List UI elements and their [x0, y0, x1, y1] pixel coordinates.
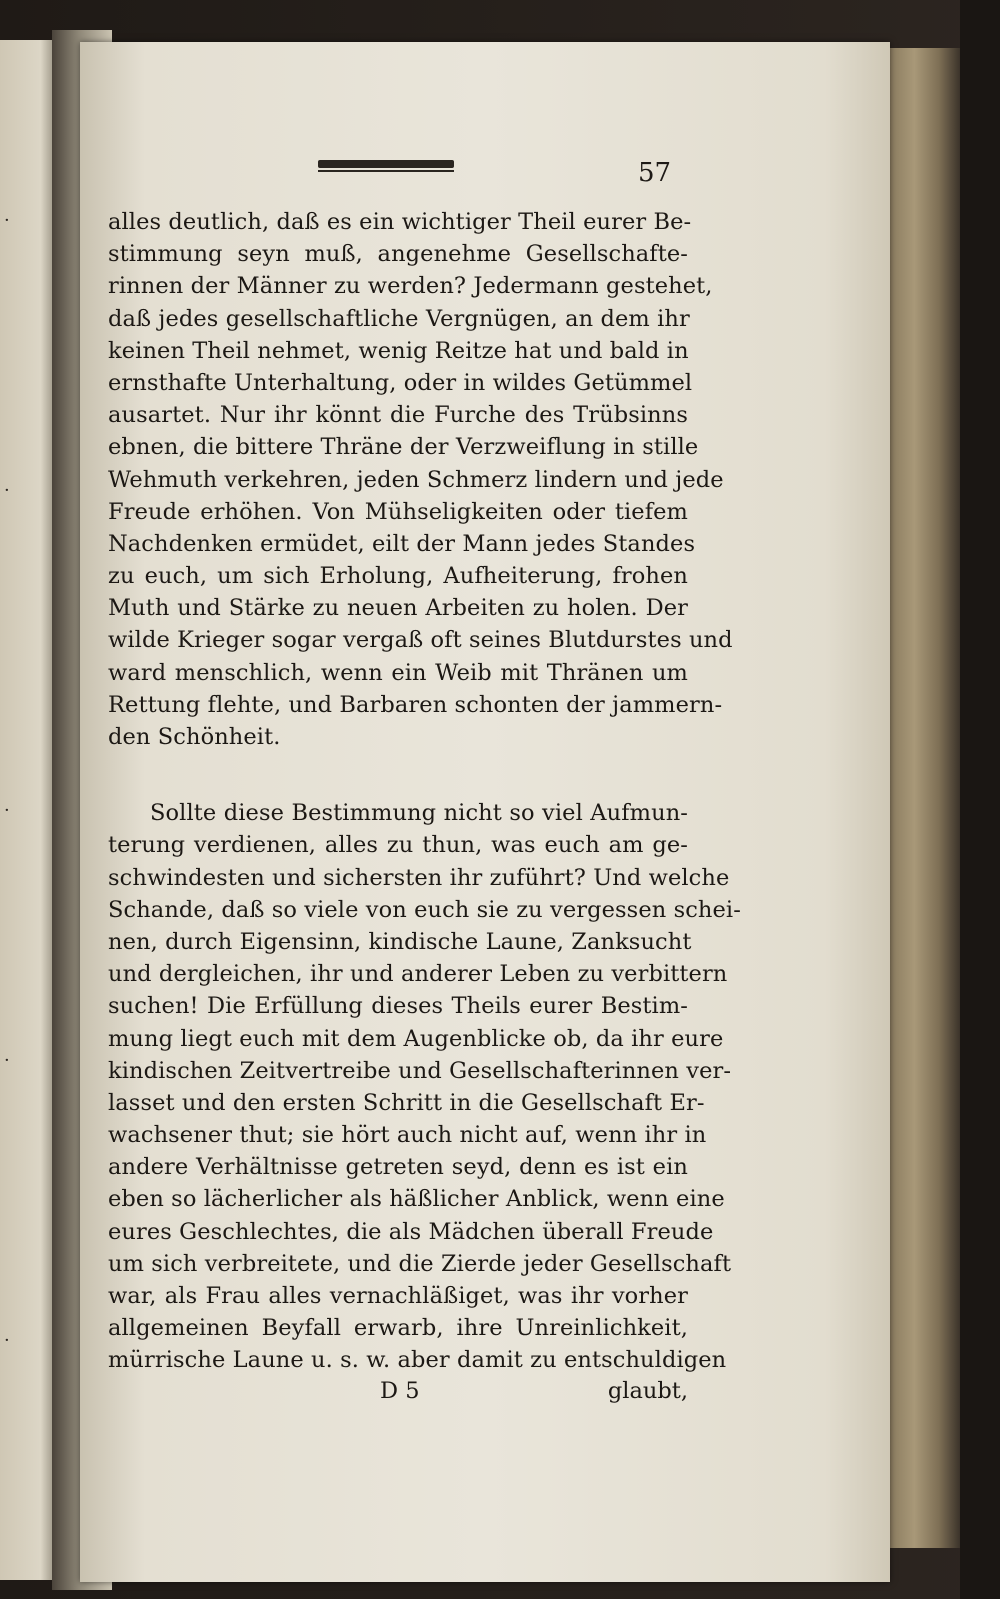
- paragraph: [108, 206, 733, 753]
- text-line: keinen Theil nehmet, wenig Reitze hat und bald in: [108, 337, 689, 364]
- header-rule: [318, 160, 454, 168]
- margin-mark: ·: [4, 1330, 10, 1351]
- body-text: [108, 206, 741, 1377]
- paragraph: [108, 797, 741, 1376]
- text-line: lasset und den ersten Schritt in die Gesellschaft Er-: [108, 1089, 705, 1116]
- text-line: schwindesten und sichersten ihr zuführt? Und welche: [108, 864, 730, 891]
- text-line: war, als Frau alles vernachläßiget, was ihr vorher: [108, 1283, 688, 1309]
- text-line: andere Verhältnisse getreten seyd, denn es ist ein: [108, 1154, 688, 1181]
- margin-mark: ·: [4, 480, 10, 501]
- page-number: 57: [638, 158, 672, 188]
- text-line: stimmung seyn muß, angenehme Gesellschafte-: [108, 241, 688, 268]
- margin-mark: ·: [4, 800, 10, 821]
- text-line: um sich verbreitete, und die Zierde jeder Gesellschaft: [108, 1250, 732, 1277]
- paragraph-gap: [108, 753, 688, 797]
- text-line: wilde Krieger sogar vergaß oft seines Blutdurstes und: [108, 627, 733, 654]
- background-shadow: [960, 0, 1000, 1599]
- text-line: Nachdenken ermüdet, eilt der Mann jedes Standes: [108, 530, 696, 557]
- text-line: alles deutlich, daß es ein wichtiger Theil eurer Be-: [108, 209, 692, 235]
- facing-page-edge: [0, 40, 58, 1580]
- text-line: ausartet. Nur ihr könnt die Furche des Trübsinns: [108, 402, 688, 429]
- text-line: mung liegt euch mit dem Augenblicke ob, da ihr eure: [108, 1025, 724, 1052]
- text-line: Muth und Stärke zu neuen Arbeiten zu holen. Der: [108, 595, 688, 622]
- text-line: suchen! Die Erfüllung dieses Theils eurer Bestim-: [108, 993, 688, 1020]
- text-line: terung verdienen, alles zu thun, was euch am ge-: [108, 832, 688, 859]
- text-line: eben so lächerlicher als häßlicher Anblick, wenn eine: [108, 1186, 725, 1213]
- text-line: allgemeinen Beyfall erwarb, ihre Unreinlichkeit,: [108, 1315, 688, 1342]
- text-line: den Schönheit.: [108, 724, 281, 750]
- text-line: kindischen Zeitvertreibe und Gesellschafterinnen ver-: [108, 1057, 732, 1084]
- margin-mark: ·: [4, 1050, 10, 1071]
- text-line: Schande, daß so viele von euch sie zu vergessen schei-: [108, 896, 741, 923]
- text-line: Rettung flehte, und Barbaren schonten der jammern-: [108, 691, 723, 718]
- text-line: und dergleichen, ihr und anderer Leben zu verbittern: [108, 961, 728, 988]
- text-line: Sollte diese Bestimmung nicht so viel Aufmun-: [150, 800, 688, 827]
- catchword: glaubt,: [607, 1378, 688, 1404]
- text-line: Freude erhöhen. Von Mühseligkeiten oder tiefem: [108, 498, 688, 525]
- book-fore-edge: [890, 48, 960, 1548]
- page-footer: [108, 1378, 688, 1412]
- signature-mark: D 5: [380, 1378, 420, 1404]
- margin-mark: ·: [4, 210, 10, 231]
- text-line: rinnen der Männer zu werden? Jedermann gestehet,: [108, 273, 713, 300]
- text-line: Wehmuth verkehren, jeden Schmerz lindern und jede: [108, 466, 724, 493]
- text-line: nen, durch Eigensinn, kindische Laune, Zanksucht: [108, 928, 692, 955]
- text-line: wachsener thut; sie hört auch nicht auf, wenn ihr in: [108, 1122, 707, 1149]
- text-line: ebnen, die bittere Thräne der Verzweiflung in stille: [108, 434, 699, 461]
- text-line: daß jedes gesellschaftliche Vergnügen, an dem ihr: [108, 305, 690, 332]
- text-line: ward menschlich, wenn ein Weib mit Thränen um: [108, 659, 688, 686]
- text-line: zu euch, um sich Erholung, Aufheiterung, frohen: [108, 563, 688, 590]
- text-line: mürrische Laune u. s. w. aber damit zu entschuldigen: [108, 1347, 727, 1374]
- text-line: eures Geschlechtes, die als Mädchen überall Freude: [108, 1218, 714, 1245]
- text-line: ernsthafte Unterhaltung, oder in wildes Getümmel: [108, 369, 693, 396]
